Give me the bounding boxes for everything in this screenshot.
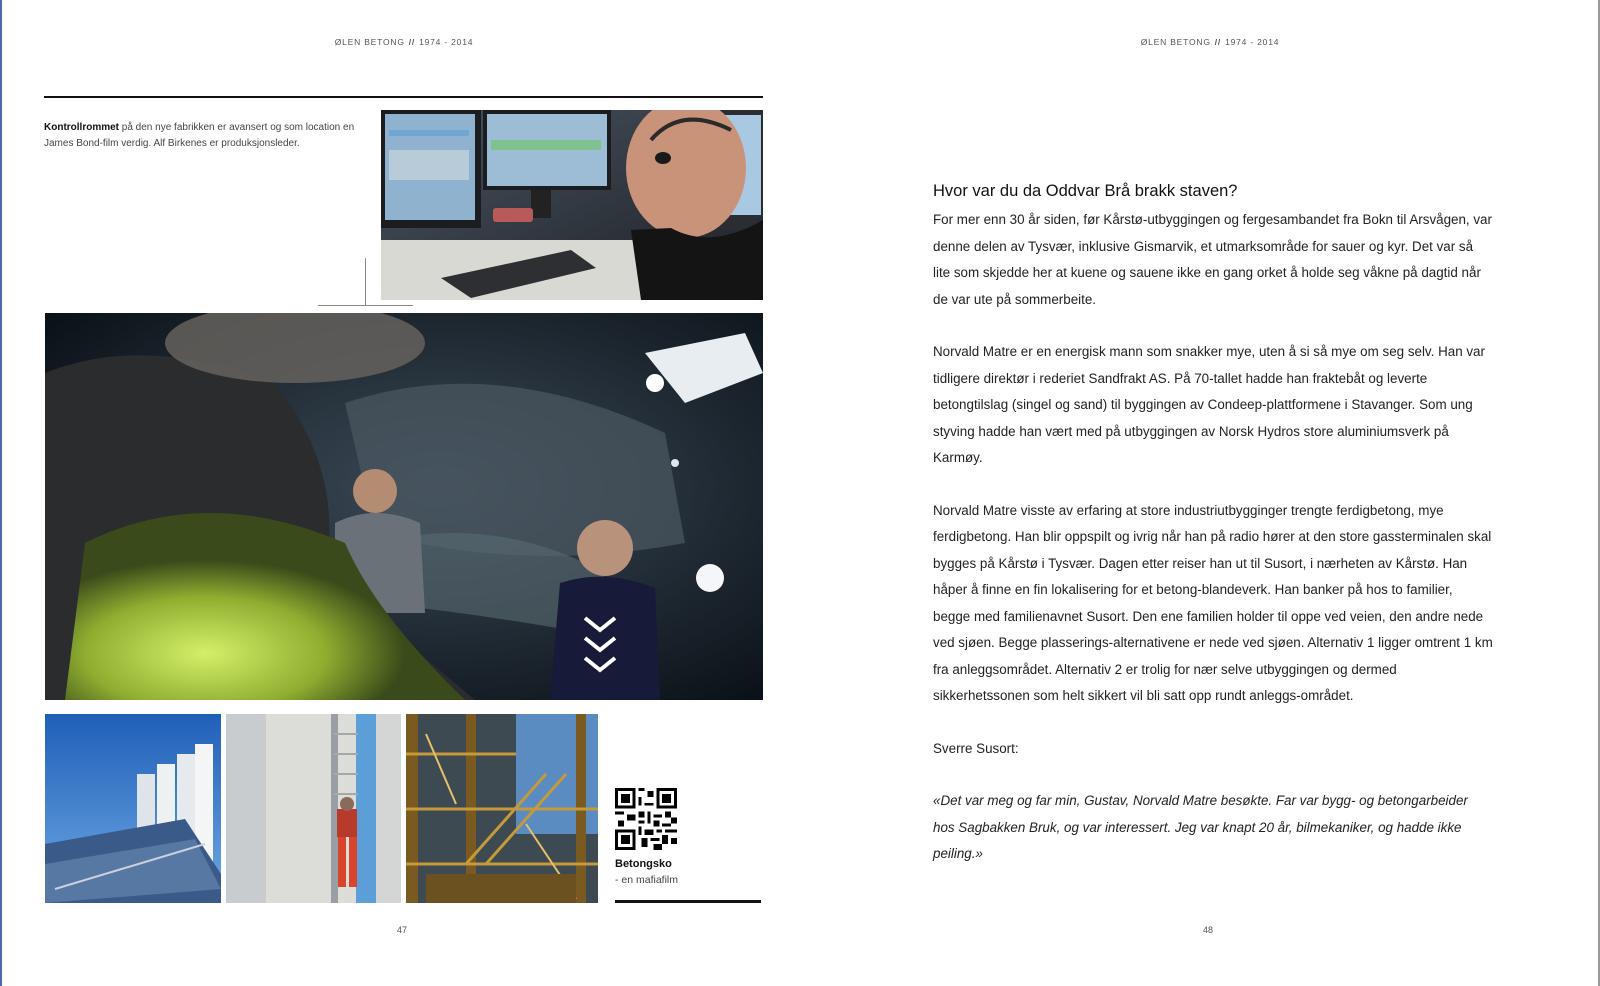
running-head-separator: // bbox=[1214, 37, 1222, 47]
running-head-years: 1974 - 2014 bbox=[1225, 37, 1280, 47]
running-head-separator: // bbox=[408, 37, 416, 47]
ladder-photo bbox=[226, 714, 401, 903]
article-quote: «Det var meg og far min, Gustav, Norvald Matre besøkte. Far var bygg- og betongarbeider hos Sagbakken Bruk, og var interessert. Jeg var knapt 20 år, bilmekaniker, og hadde ikke peiling.» bbox=[933, 793, 1468, 861]
photo-caption bbox=[44, 120, 359, 152]
article bbox=[933, 178, 1493, 894]
running-head-left bbox=[304, 37, 504, 47]
running-head-title: ØLEN BETONG bbox=[1140, 37, 1211, 47]
crop-mark bbox=[365, 258, 366, 306]
qr-rule bbox=[615, 900, 761, 903]
running-head-years: 1974 - 2014 bbox=[419, 37, 474, 47]
running-head-right bbox=[1110, 37, 1310, 47]
night-scene-photo bbox=[45, 313, 763, 700]
caption-lead: Kontrollrommet bbox=[44, 122, 119, 133]
page-number-right: 48 bbox=[1202, 925, 1213, 935]
stairs-photo bbox=[406, 714, 598, 903]
running-head-title: ØLEN BETONG bbox=[334, 37, 405, 47]
speaker-attribution: Sverre Susort: bbox=[933, 740, 1019, 756]
article-paragraph: For mer enn 30 år siden, før Kårstø-utbyggingen og fergesambandet fra Bokn til Arsvågen, var denne delen av Tysvær, inklusive Gismarvik, et utmarksområde for sauer og kyr. Det var så lite som skjedde her at kuene og sauene ikke en gang orket å holde seg våkne på dagtid når de var ute på sommerbeite. bbox=[933, 212, 1492, 307]
article-paragraph: Norvald Matre er en energisk mann som snakker mye, uten å si så mye om seg selv. Han var tidligere direktør i rederiet Sandfrakt AS. På 70-tallet hadde han fraktebåt og leverte betongtilslag (singel og sand) til byggingen av Condeep-plattformene i Stavanger. Som ung styving hadde han vært med på utbyggingen av Norsk Hydros store aluminiumsverk på Karmøy. bbox=[933, 344, 1485, 465]
control-room-photo bbox=[381, 110, 763, 300]
qr-subtitle: - en mafiafilm bbox=[615, 874, 679, 886]
silos-photo bbox=[45, 714, 221, 903]
article-heading: Hvor var du da Oddvar Brå brakk staven? bbox=[933, 182, 1238, 200]
top-rule bbox=[44, 96, 763, 98]
crop-mark bbox=[318, 305, 413, 306]
qr-title: Betongsko bbox=[615, 858, 672, 870]
article-paragraph: Norvald Matre visste av erfaring at store industriutbygginger trengte ferdigbetong, mye ferdigbetong. Han blir oppspilt og ivrig når han på radio hører at den store gassterminalen skal bygges på Kårstø i Tysvær. Dagen etter reiser han ut til Susort, i nærheten av Kårstø. Han håper å finne en fin lokalisering for et betong-blandeverk. Han banker på hos to familier, begge med familienavnet Susort. Den ene familien holder til oppe ved veien, den andre nede ved sjøen. Begge plasserings-alternativene er nede ved sjøen. Alternativ 1 ligger omtrent 1 km fra anleggsområdet. Alternativ 2 er trolig for nær selve utbyggingen og dermed sikkerhetssonen som helt sikkert vil bli satt opp rundt anleggs-området. bbox=[933, 502, 1493, 703]
caption-text: på den nye fabrikken er avansert og som location en James Bond-film verdig. Alf Birkenes er produksjonsleder. bbox=[44, 122, 355, 149]
spread-left-edge bbox=[0, 0, 2, 986]
qr-code[interactable] bbox=[615, 788, 677, 850]
page-number-left: 47 bbox=[396, 925, 407, 935]
